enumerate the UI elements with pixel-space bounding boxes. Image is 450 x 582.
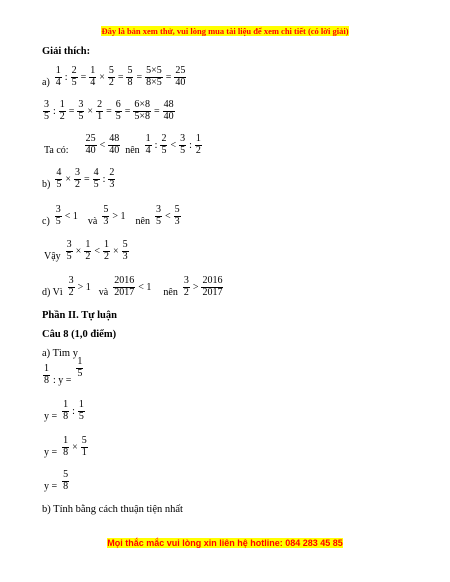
section-heading: Giải thích:	[42, 46, 91, 57]
math-line-d	[42, 276, 224, 298]
math-operator: > 1	[77, 281, 91, 293]
numerator: 2	[161, 133, 167, 144]
math-operator: =	[83, 173, 90, 185]
denominator: 5	[155, 215, 161, 227]
numerator: 3	[66, 239, 72, 250]
fraction	[93, 168, 100, 190]
math-operator: ×	[75, 245, 82, 257]
math-line-b	[42, 168, 116, 190]
math-line-vay	[42, 240, 130, 262]
numerator: 2	[97, 99, 103, 110]
numerator: 3	[180, 133, 186, 144]
denominator: 40	[175, 76, 186, 88]
denominator: 8	[63, 410, 69, 422]
denominator: 2	[74, 178, 80, 190]
math-operator: ×	[87, 105, 94, 117]
fraction	[174, 205, 181, 227]
task-a: a) Tìm y	[42, 348, 78, 359]
hotline-banner: Mọi thắc mắc vui lòng xin liên hệ hotline: 084 283 45 85	[107, 538, 343, 548]
math-label: y =	[44, 411, 58, 422]
math-label: nên	[163, 287, 178, 298]
equation-1	[42, 356, 84, 386]
math-label: a)	[42, 77, 50, 88]
fraction	[108, 66, 115, 88]
denominator: 8	[44, 374, 49, 386]
denominator: 5	[71, 76, 77, 88]
numerator: 1	[55, 65, 61, 76]
equation-2	[42, 400, 86, 422]
denominator: 5	[66, 250, 72, 262]
math-operator: =	[124, 105, 131, 117]
math-operator: =	[117, 71, 124, 83]
math-operator: ×	[65, 173, 71, 185]
math-label: d) Vì	[42, 287, 63, 298]
denominator: 5	[77, 367, 83, 379]
denominator: 8	[63, 446, 69, 458]
denominator: 2017	[114, 286, 135, 298]
math-operator: :	[102, 173, 106, 185]
numerator: 5	[108, 65, 114, 76]
fraction	[108, 134, 120, 156]
math-line-c	[42, 205, 182, 227]
fraction	[43, 364, 50, 386]
denominator: 1	[97, 110, 103, 122]
math-operator: =	[153, 105, 160, 117]
question-heading: Câu 8 (1,0 điểm)	[42, 329, 117, 340]
denominator: 5	[56, 178, 62, 190]
denominator: 2	[195, 144, 201, 156]
fraction	[55, 66, 62, 88]
numerator: 1	[145, 133, 151, 144]
denominator: 2	[183, 286, 189, 298]
denominator: 3	[174, 215, 180, 227]
numerator: 3	[55, 204, 61, 215]
fraction	[179, 134, 186, 156]
fraction	[55, 205, 62, 227]
denominator: 8×5	[146, 76, 162, 88]
fraction	[62, 400, 69, 422]
denominator: 3	[109, 178, 115, 190]
numerator: 1	[63, 399, 69, 410]
denominator: 40	[163, 110, 174, 122]
denominator: 5	[115, 110, 121, 122]
math-operator: ×	[112, 245, 119, 257]
fraction	[183, 276, 190, 298]
fraction	[145, 134, 152, 156]
math-label: b)	[42, 179, 51, 190]
fraction	[115, 100, 122, 122]
denominator: 4	[90, 76, 96, 88]
numerator: 4	[93, 167, 99, 178]
fraction	[43, 100, 50, 122]
math-operator: <	[164, 210, 171, 222]
fraction	[122, 240, 129, 262]
math-label: y =	[44, 447, 58, 458]
fraction	[62, 470, 69, 492]
numerator: 5	[122, 239, 128, 250]
math-operator: =	[106, 105, 112, 117]
math-operator: :	[53, 105, 56, 117]
denominator: 3	[122, 250, 128, 262]
fraction	[71, 66, 78, 88]
math-operator: :	[72, 405, 75, 417]
denominator: 8	[127, 76, 133, 88]
numerator: 25	[85, 133, 96, 144]
denominator: 5	[78, 410, 84, 422]
math-label: và	[98, 287, 109, 298]
numerator: 6×8	[134, 99, 150, 110]
equation-4	[42, 470, 70, 492]
numerator: 3	[74, 167, 80, 178]
fraction	[84, 240, 91, 262]
fraction	[89, 66, 96, 88]
fraction	[126, 66, 133, 88]
numerator: 1	[78, 399, 84, 410]
denominator: 2	[108, 76, 114, 88]
denominator: 2	[68, 286, 74, 298]
math-label: y =	[44, 481, 58, 492]
fraction	[102, 205, 109, 227]
math-label: nên	[125, 145, 140, 156]
numerator: 4	[56, 167, 62, 178]
denominator: 5	[161, 144, 167, 156]
math-operator: :	[189, 139, 192, 151]
math-operator: =	[136, 71, 143, 83]
fraction	[163, 100, 175, 122]
denominator: 4	[55, 76, 61, 88]
numerator: 1	[59, 99, 65, 110]
denominator: 5	[180, 144, 186, 156]
part-heading: Phần II. Tự luận	[42, 310, 117, 321]
math-operator: ×	[99, 71, 105, 83]
denominator: 2	[103, 250, 109, 262]
math-label: và	[87, 216, 98, 227]
fraction	[68, 276, 75, 298]
numerator: 5	[127, 65, 133, 76]
math-operator: ×	[72, 441, 78, 453]
math-line-a1	[42, 66, 187, 88]
math-operator: <	[94, 245, 100, 257]
fraction	[62, 436, 69, 458]
fraction	[113, 276, 135, 298]
fraction	[96, 100, 103, 122]
fraction	[155, 205, 162, 227]
numerator: 5×5	[146, 65, 162, 76]
denominator: 2	[59, 110, 65, 122]
denominator: 1	[81, 446, 87, 458]
numerator: 1	[77, 356, 83, 367]
math-label: nên	[135, 216, 150, 227]
numerator: 2	[71, 65, 77, 76]
denominator: 2017	[202, 286, 223, 298]
fraction	[108, 168, 115, 190]
fraction	[76, 357, 83, 379]
math-line-a2	[42, 100, 176, 122]
math-operator: < 1	[64, 210, 78, 222]
numerator: 48	[109, 133, 120, 144]
fraction	[81, 436, 88, 458]
numerator: 3	[68, 275, 74, 286]
numerator: 5	[81, 435, 87, 446]
fraction	[103, 240, 110, 262]
math-label: Ta có:	[44, 145, 69, 156]
numerator: 1	[63, 435, 69, 446]
math-label: : y =	[53, 375, 72, 386]
denominator: 40	[85, 144, 96, 156]
denominator: 8	[63, 480, 69, 492]
fraction	[160, 134, 167, 156]
numerator: 5	[63, 469, 69, 480]
denominator: 5	[44, 110, 49, 122]
math-operator: :	[154, 139, 158, 151]
math-operator: >	[192, 281, 199, 293]
numerator: 1	[90, 65, 96, 76]
numerator: 1	[85, 239, 91, 250]
math-operator: < 1	[138, 281, 152, 293]
numerator: 2016	[114, 275, 135, 286]
numerator: 2016	[202, 275, 223, 286]
math-operator: <	[99, 139, 106, 151]
fraction	[145, 66, 163, 88]
denominator: 4	[145, 144, 151, 156]
denominator: 5	[78, 110, 84, 122]
fraction	[195, 134, 202, 156]
preview-banner: Đây là bản xem thử, vui lòng mua tài liệu để xem chi tiết (có lời giải)	[101, 26, 349, 36]
fraction	[74, 168, 81, 190]
equation-3	[42, 436, 89, 458]
numerator: 3	[44, 99, 49, 110]
numerator: 5	[103, 204, 109, 215]
denominator: 2	[85, 250, 91, 262]
math-operator: =	[68, 105, 75, 117]
fraction	[174, 66, 186, 88]
fraction	[59, 100, 66, 122]
fraction	[66, 240, 73, 262]
numerator: 1	[195, 133, 201, 144]
denominator: 5	[55, 215, 61, 227]
math-line-taco	[42, 134, 203, 156]
math-label: c)	[42, 216, 50, 227]
numerator: 1	[44, 363, 49, 374]
math-label: Vậy	[44, 251, 61, 262]
numerator: 2	[109, 167, 115, 178]
denominator: 3	[103, 215, 109, 227]
denominator: 5×8	[134, 110, 150, 122]
fraction	[201, 276, 223, 298]
task-b: b) Tính bằng cách thuận tiện nhất	[42, 504, 183, 515]
fraction	[133, 100, 151, 122]
denominator: 40	[109, 144, 120, 156]
numerator: 3	[78, 99, 84, 110]
numerator: 48	[163, 99, 174, 110]
math-operator: :	[64, 71, 68, 83]
math-operator: =	[80, 71, 87, 83]
fraction	[55, 168, 62, 190]
numerator: 3	[183, 275, 189, 286]
fraction	[78, 400, 85, 422]
math-operator: > 1	[112, 210, 126, 222]
numerator: 5	[174, 204, 180, 215]
numerator: 1	[103, 239, 109, 250]
numerator: 25	[175, 65, 186, 76]
math-operator: <	[170, 139, 177, 151]
denominator: 5	[93, 178, 99, 190]
numerator: 3	[155, 204, 161, 215]
fraction	[85, 134, 97, 156]
fraction	[77, 100, 84, 122]
math-operator: =	[165, 71, 172, 83]
numerator: 6	[115, 99, 121, 110]
